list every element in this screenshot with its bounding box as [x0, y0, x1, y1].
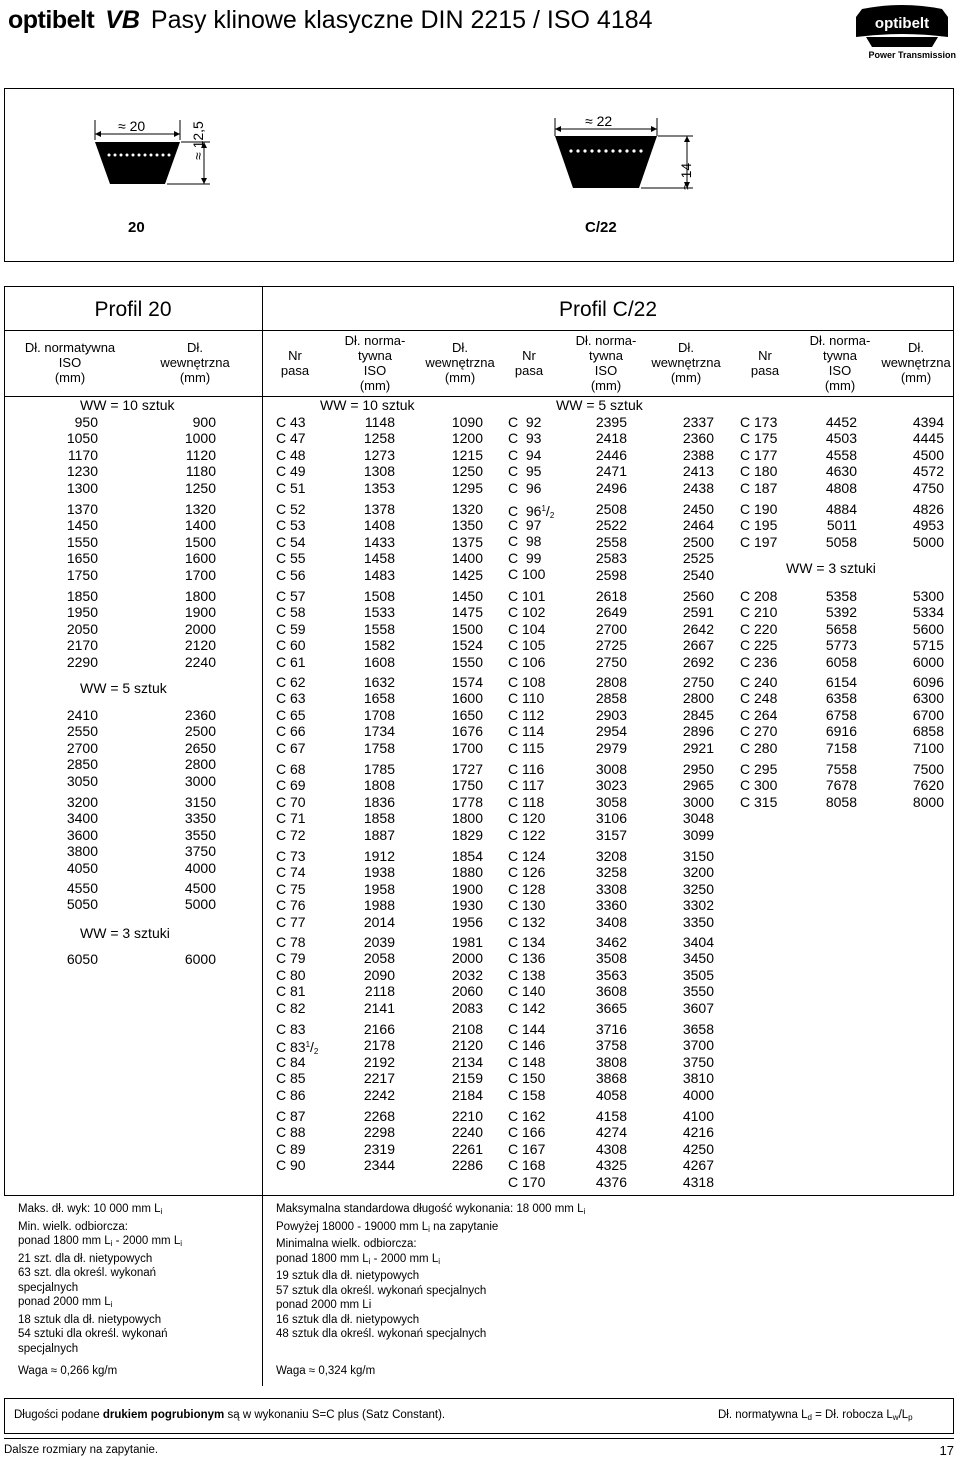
pc-b-iso: 2395 2418 2446 2471 2496 — [595, 414, 627, 496]
pc-c-nr: C 240 C 248 C 264 C 270 C 280 — [740, 674, 778, 756]
divider — [262, 286, 263, 1196]
p20-ww-5: WW = 5 sztuk — [80, 680, 167, 696]
pc-b-iso: 2618 2649 2700 2725 2750 — [595, 588, 627, 670]
divider — [262, 330, 954, 331]
pc-ww-5: WW = 5 sztuk — [556, 397, 643, 413]
pc-c-nr: C 173 C 175 C 177 C 180 C 187 — [740, 414, 778, 496]
c22-label: C/22 — [585, 219, 617, 236]
pc-a-int: 1090 1200 1215 1250 1295 — [451, 414, 483, 496]
p20-height-label: ≈ 12,5 — [190, 121, 206, 160]
pc-a-nr: C 62 C 63 C 65 C 66 C 67 — [276, 674, 306, 756]
pc-ww-3: WW = 3 sztuki — [786, 560, 876, 576]
p20-int-group: 4500 5000 — [184, 880, 216, 913]
p20-int-group: 900 1000 1120 1180 1250 — [184, 414, 216, 496]
pc-c-nr: C 190 C 195 C 197 — [740, 501, 778, 550]
pc-b-int: 2750 2800 2845 2896 2921 — [682, 674, 714, 756]
p20-iso-group: 4550 5050 — [66, 880, 98, 913]
pc-c-iso: 5358 5392 5658 5773 6058 — [825, 588, 857, 670]
pc-b-iso: 2508 2522 2558 2583 2598 — [595, 501, 627, 583]
pc-a-iso: 1508 1533 1558 1582 1608 — [363, 588, 395, 670]
p20-int-group: 3150 3350 3550 3750 4000 — [184, 794, 216, 876]
pc-c-int: 7500 7620 8000 — [912, 761, 944, 810]
pc-c-nr: C 208 C 210 C 220 C 225 C 236 — [740, 588, 778, 670]
pc-b-iso: 3008 3023 3058 3106 3157 — [595, 761, 627, 843]
p20-width-label: ≈ 20 — [118, 118, 146, 134]
p20-iso-group: 2410 2550 2700 2850 3050 — [66, 707, 98, 789]
pc-c-int: 6096 6300 6700 6858 7100 — [912, 674, 944, 756]
profile-c22-weight: Waga ≈ 0,324 kg/m — [276, 1365, 376, 1377]
p20-iso-group: 950 1050 1170 1230 1300 — [66, 414, 98, 496]
pc-c-nr: C 295 C 300 C 315 — [740, 761, 778, 810]
length-formula: Dł. normatywna Ld = Dł. robocza Lw/Lp — [718, 1409, 913, 1422]
title-text: Pasy klinowe klasyczne DIN 2215 / ISO 4184 — [150, 6, 653, 34]
pc-b-iso: 3716 3758 3808 3868 4058 — [595, 1021, 627, 1103]
pc-a-nr: C 52 C 53 C 54 C 55 C 56 — [276, 501, 306, 583]
pc-b-nr: C 162 C 166 C 167 C 168 C 170 — [508, 1108, 546, 1190]
pc-a-int: 1854 1880 1900 1930 1956 — [451, 848, 483, 930]
pc-a-nr-frac: C $83^1/2$ — [276, 1039, 319, 1056]
c22-width-label: ≈ 22 — [585, 113, 613, 129]
logo-subtitle: Power Transmission — [868, 50, 956, 60]
pc-a-int: 1981 2000 2032 2060 2083 — [451, 934, 483, 1016]
p20-int-group: 1320 1400 1500 1600 1700 — [184, 501, 216, 583]
pc-b-nr-frac: C $96^1/2$ — [508, 503, 555, 520]
pc-c-iso: 7558 7678 8058 — [825, 761, 857, 810]
p20-int-group: 6000 — [184, 951, 216, 967]
profile-20-notes: Maks. dł. wyk: 10 000 mm Li Min. wielk. odbiorcza: ponad 1800 mm Li - 2000 mm Li 21 szt. dla dł. nietypowych 63 szt. dla określ. wykonań specjalnych ponad 2000 mm Li 18 sztuk dla dł. nietypowych 54 sztuki dla określ. wykonań specjalnych — [18, 1203, 183, 1355]
brand-name: optibelt — [8, 6, 95, 34]
pc-b-nr: C 134 C 136 C 138 C 140 C 142 — [508, 934, 546, 1016]
p20-iso-group: 1850 1950 2050 2170 2290 — [66, 588, 98, 670]
product-code: VB — [105, 6, 140, 34]
pc-col-nr-header: Nr pasa — [750, 348, 780, 378]
p20-int-group: 2360 2500 2650 2800 3000 — [184, 707, 216, 789]
pc-a-iso: 1912 1938 1958 1988 2014 — [363, 848, 395, 930]
bold-note: Długości podane drukiem pogrubionym są w wykonaniu S=C plus (Satz Constant). — [14, 1409, 446, 1421]
pc-b-int: 2337 2360 2388 2413 2438 — [682, 414, 714, 496]
pc-c-iso: 4884 5011 5058 — [825, 501, 857, 550]
pc-a-int: 2108 2120 2134 2159 2184 — [451, 1021, 483, 1103]
pc-col-int-header: Dł. wewnętrzna (mm) — [881, 340, 951, 385]
page-number: 17 — [939, 1443, 954, 1458]
pc-b-iso: 4158 4274 4308 4325 4376 — [595, 1108, 627, 1190]
pc-col-int-header: Dł. wewnętrzna (mm) — [651, 340, 721, 385]
pc-b-nr: C 97 C 98 C 99 C 100 — [508, 517, 546, 583]
pc-b-nr: C 92 C 93 C 94 C 95 C 96 — [508, 414, 542, 496]
pc-a-iso: 2166 2178 2192 2217 2242 — [363, 1021, 395, 1103]
pc-a-iso: 1148 1258 1273 1308 1353 — [363, 414, 395, 496]
pc-b-int: 3150 3200 3250 3302 3350 — [682, 848, 714, 930]
pc-a-iso: 2039 2058 2090 2118 2141 — [363, 934, 395, 1016]
page-title — [8, 6, 653, 35]
pc-a-int: 1574 1600 1650 1676 1700 — [451, 674, 483, 756]
p20-ww-10: WW = 10 sztuk — [80, 397, 175, 413]
pc-b-iso: 3208 3258 3308 3360 3408 — [595, 848, 627, 930]
pc-col-int-header: Dł. wewnętrzna (mm) — [425, 340, 495, 385]
profile-c22-notes: Maksymalna standardowa długość wykonania: 18 000 mm Li Powyżej 18000 - 19000 mm Li na zapytanie Minimalna wielk. odbiorcza: ponad 1800 mm Li - 2000 mm Li 19 sztuk dla dł. nietypowych 57 sztuk dla określ. wykonań specjalnych ponad 2000 mm Li 16 sztuk dla dł. nietypowych 48 sztuk dla określ. wykonań specjalnych — [276, 1203, 586, 1340]
pc-a-nr: C 87 C 88 C 89 C 90 — [276, 1108, 306, 1174]
pc-a-nr: C 68 C 69 C 70 C 71 C 72 — [276, 761, 306, 843]
pc-a-nr: C 73 C 74 C 75 C 76 C 77 — [276, 848, 306, 930]
pc-b-nr: C 144 C 146 C 148 C 150 C 158 — [508, 1021, 546, 1103]
c22-height-label: ≈ 14 — [678, 162, 694, 190]
pc-a-nr: C 43 C 47 C 48 C 49 C 51 — [276, 414, 306, 496]
profile-20-title: Profil 20 — [94, 298, 172, 321]
pc-c-iso: 6154 6358 6758 6916 7158 — [825, 674, 857, 756]
pc-a-iso: 1785 1808 1836 1858 1887 — [363, 761, 395, 843]
divider — [4, 1438, 954, 1439]
p20-iso-group: 3200 3400 3600 3800 4050 — [66, 794, 98, 876]
profile-c22-title: Profil C/22 — [558, 298, 658, 321]
logo-text: optibelt — [874, 15, 930, 32]
pc-b-int: 2560 2591 2642 2667 2692 — [682, 588, 714, 670]
divider — [4, 330, 262, 331]
profile-20-drawing — [85, 112, 235, 202]
pc-c-iso: 4452 4503 4558 4630 4808 — [825, 414, 857, 496]
pc-c-int: 4394 4445 4500 4572 4750 — [912, 414, 944, 496]
pc-a-nr: C 57 C 58 C 59 C 60 C 61 — [276, 588, 306, 670]
p20-iso-group: 1370 1450 1550 1650 1750 — [66, 501, 98, 583]
pc-a-int: 1727 1750 1778 1800 1829 — [451, 761, 483, 843]
more-sizes-note: Dalsze rozmiary na zapytanie. — [4, 1444, 159, 1456]
pc-a-iso: 1378 1408 1433 1458 1483 — [363, 501, 395, 583]
pc-a-nr: C 83 — [276, 1021, 306, 1037]
pc-a-nr: C 84 C 85 C 86 — [276, 1054, 306, 1103]
pc-a-int: 2210 2240 2261 2286 — [451, 1108, 483, 1174]
divider — [262, 1196, 263, 1386]
pc-b-nr: C 101 C 102 C 104 C 105 C 106 — [508, 588, 546, 670]
pc-c-int: 4826 4953 5000 — [912, 501, 944, 550]
pc-b-int: 3404 3450 3505 3550 3607 — [682, 934, 714, 1016]
pc-ww-10: WW = 10 sztuk — [320, 397, 415, 413]
pc-a-nr: C 78 C 79 C 80 C 81 C 82 — [276, 934, 306, 1016]
pc-b-iso: 2808 2858 2903 2954 2979 — [595, 674, 627, 756]
pc-col-iso-header: Dł. norma- tywna ISO (mm) — [344, 333, 406, 393]
pc-b-nr: C 108 C 110 C 112 C 114 C 115 — [508, 674, 546, 756]
p20-int-group: 1800 1900 2000 2120 2240 — [184, 588, 216, 670]
pc-b-int: 4100 4216 4250 4267 4318 — [682, 1108, 714, 1190]
p20-col-int-header: Dł. wewnętrzna (mm) — [160, 340, 230, 385]
pc-col-iso-header: Dł. norma- tywna ISO (mm) — [575, 333, 637, 393]
pc-c-int: 5300 5334 5600 5715 6000 — [912, 588, 944, 670]
pc-b-nr: C 116 C 117 C 118 C 120 C 122 — [508, 761, 546, 843]
pc-a-iso: 2268 2298 2319 2344 — [363, 1108, 395, 1174]
pc-col-nr-header: Nr pasa — [280, 348, 310, 378]
p20-label: 20 — [128, 219, 145, 236]
pc-b-int: 3658 3700 3750 3810 4000 — [682, 1021, 714, 1103]
profile-20-weight: Waga ≈ 0,266 kg/m — [18, 1365, 118, 1377]
pc-b-nr: C 124 C 126 C 128 C 130 C 132 — [508, 848, 546, 930]
pc-a-int: 1450 1475 1500 1524 1550 — [451, 588, 483, 670]
pc-a-int: 1320 1350 1375 1400 1425 — [451, 501, 483, 583]
pc-a-iso: 1632 1658 1708 1734 1758 — [363, 674, 395, 756]
p20-iso-group: 6050 — [66, 951, 98, 967]
p20-ww-3: WW = 3 sztuki — [80, 925, 170, 941]
pc-b-iso: 3462 3508 3563 3608 3665 — [595, 934, 627, 1016]
pc-col-iso-header: Dł. norma- tywna ISO (mm) — [809, 333, 871, 393]
pc-col-nr-header: Nr pasa — [514, 348, 544, 378]
p20-col-iso-header: Dł. normatywna ISO (mm) — [24, 340, 116, 385]
pc-b-int: 2950 2965 3000 3048 3099 — [682, 761, 714, 843]
pc-b-int: 2450 2464 2500 2525 2540 — [682, 501, 714, 583]
